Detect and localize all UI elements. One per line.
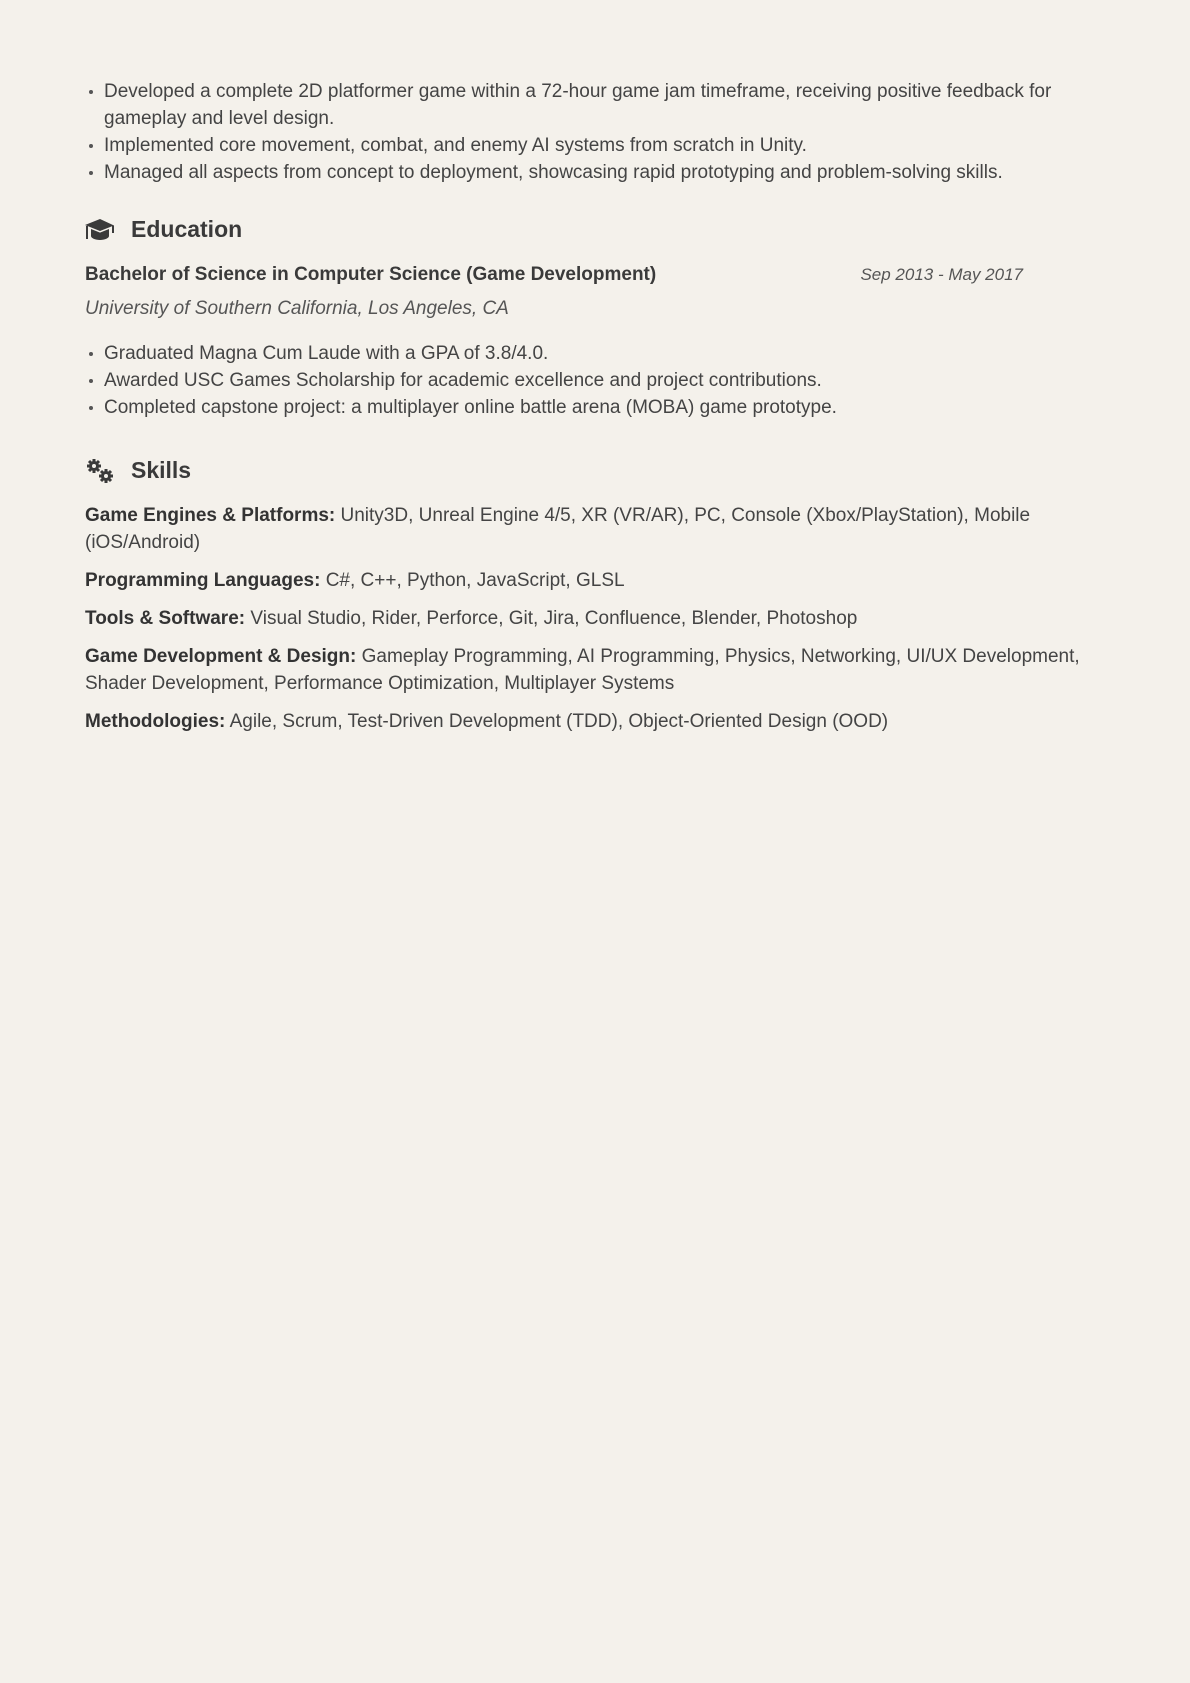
degree: Bachelor of Science in Computer Science (Game Development) (85, 264, 657, 285)
list-item: Implemented core movement, combat, and enemy AI systems from scratch in Unity. (104, 132, 1097, 159)
list-item: Graduated Magna Cum Laude with a GPA of 3.8/4.0. (104, 340, 1097, 367)
skill-row: Game Development & Design: Gameplay Programming, AI Programming, Physics, Networking, UI/UX Development, Shader Development, Performance Optimization, Multiplayer Systems (85, 646, 1080, 694)
graduation-cap-icon (85, 217, 115, 243)
list-item: Completed capstone project: a multiplayer online battle arena (MOBA) game prototype. (104, 394, 1097, 421)
education-bullets (85, 340, 1097, 421)
skill-row: Programming Languages: C#, C++, Python, JavaScript, GLSL (85, 570, 625, 591)
skill-row: Game Engines & Platforms: Unity3D, Unreal Engine 4/5, XR (VR/AR), PC, Console (Xbox/PlayStation), Mobile (iOS/Android) (85, 505, 1031, 553)
skill-row: Methodologies: Agile, Scrum, Test-Driven Development (TDD), Object-Oriented Design (OOD) (85, 711, 889, 732)
resume-page (85, 78, 1097, 746)
education-dates: Sep 2013 - May 2017 (860, 265, 1023, 284)
gears-icon (85, 458, 115, 484)
skill-row: Tools & Software: Visual Studio, Rider, Perforce, Git, Jira, Confluence, Blender, Photoshop (85, 608, 858, 629)
skills-heading: Skills (85, 457, 1097, 484)
list-item: Developed a complete 2D platformer game within a 72-hour game jam timeframe, receiving positive feedback for gameplay and level design. (104, 78, 1097, 132)
list-item: Managed all aspects from concept to deployment, showcasing rapid prototyping and problem-solving skills. (104, 159, 1097, 186)
education-heading: Education (85, 216, 1097, 243)
list-item: Awarded USC Games Scholarship for academic excellence and project contributions. (104, 367, 1097, 394)
school: University of Southern California, Los Angeles, CA (85, 298, 509, 319)
project-bullets (85, 78, 1097, 186)
